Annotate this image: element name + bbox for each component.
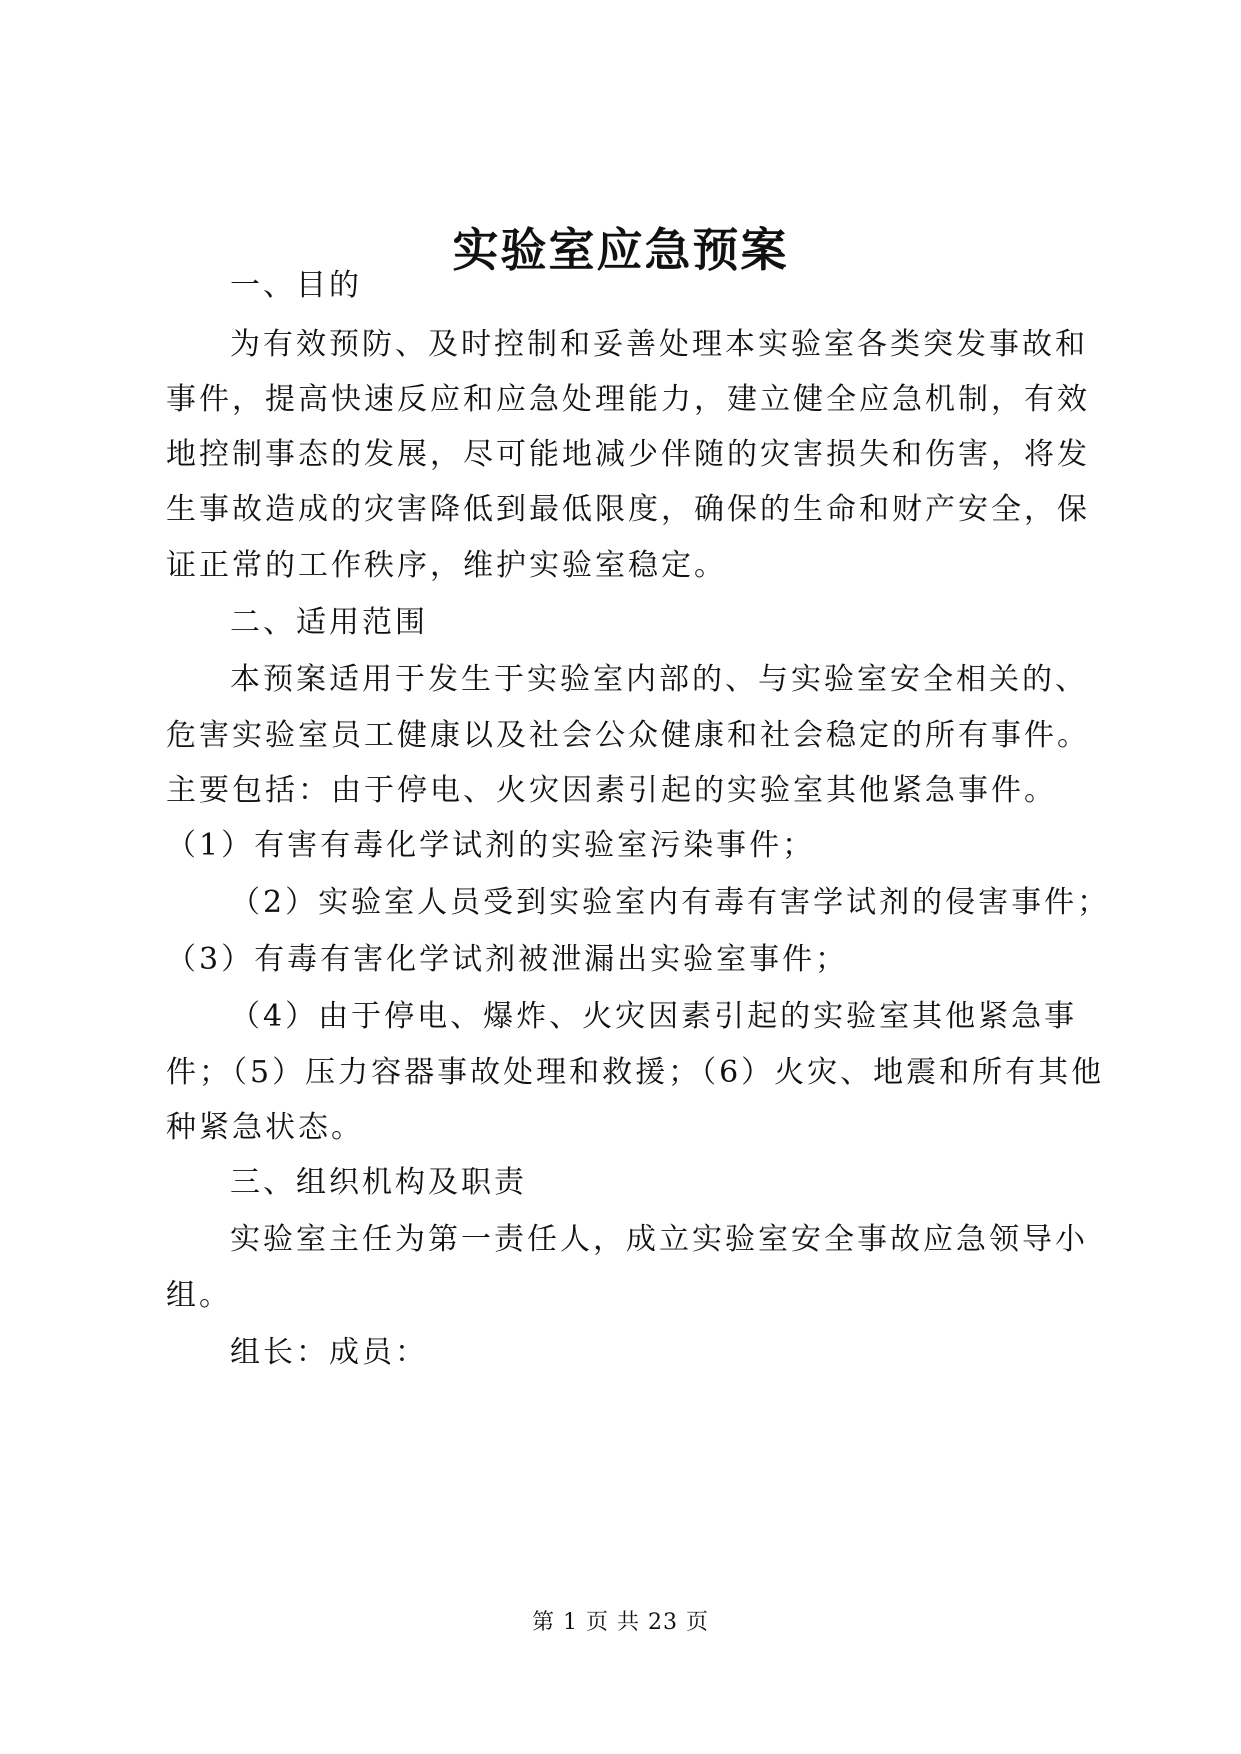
paragraph-line: 证正常的工作秩序，维护实验室稳定。	[166, 548, 727, 583]
paragraph-line: 实验室主任为第一责任人，成立实验室安全事故应急领导小	[230, 1222, 1088, 1257]
list-item: （3）有毒有害化学试剂被泄漏出实验室事件；	[166, 942, 849, 977]
paragraph-line: 主要包括：由于停电、火灾因素引起的实验室其他紧急事件。	[166, 773, 1057, 808]
list-item: （1）有害有毒化学试剂的实验室污染事件；	[166, 828, 816, 863]
paragraph-line: 危害实验室员工健康以及社会公众健康和社会稳定的所有事件。	[166, 718, 1090, 753]
page-footer: 第 1 页 共 23 页	[532, 1610, 709, 1635]
list-item: （2）实验室人员受到实验室内有毒有害学试剂的侵害事件；	[230, 885, 1111, 920]
section-heading-purpose: 一、目的	[230, 268, 362, 303]
list-item: （4）由于停电、爆炸、火灾因素引起的实验室其他紧急事	[230, 999, 1078, 1034]
section-heading-organization: 三、组织机构及职责	[230, 1165, 527, 1200]
paragraph-line: 组。	[166, 1278, 232, 1313]
list-item: 种紧急状态。	[166, 1110, 364, 1145]
paragraph-line: 组长：成员：	[230, 1335, 428, 1370]
paragraph-line: 地控制事态的发展，尽可能地减少伴随的灾害损失和伤害，将发	[166, 437, 1090, 472]
list-item: 件；（5）压力容器事故处理和救援；（6）火灾、地震和所有其他	[166, 1055, 1105, 1090]
paragraph-line: 事件，提高快速反应和应急处理能力，建立健全应急机制，有效	[166, 382, 1090, 417]
section-heading-scope: 二、适用范围	[230, 605, 428, 640]
paragraph-line: 为有效预防、及时控制和妥善处理本实验室各类突发事故和	[230, 327, 1088, 362]
paragraph-line: 生事故造成的灾害降低到最低限度，确保的生命和财产安全，保	[166, 492, 1090, 527]
document-title: 实验室应急预案	[452, 223, 789, 277]
paragraph-line: 本预案适用于发生于实验室内部的、与实验室安全相关的、	[230, 662, 1088, 697]
